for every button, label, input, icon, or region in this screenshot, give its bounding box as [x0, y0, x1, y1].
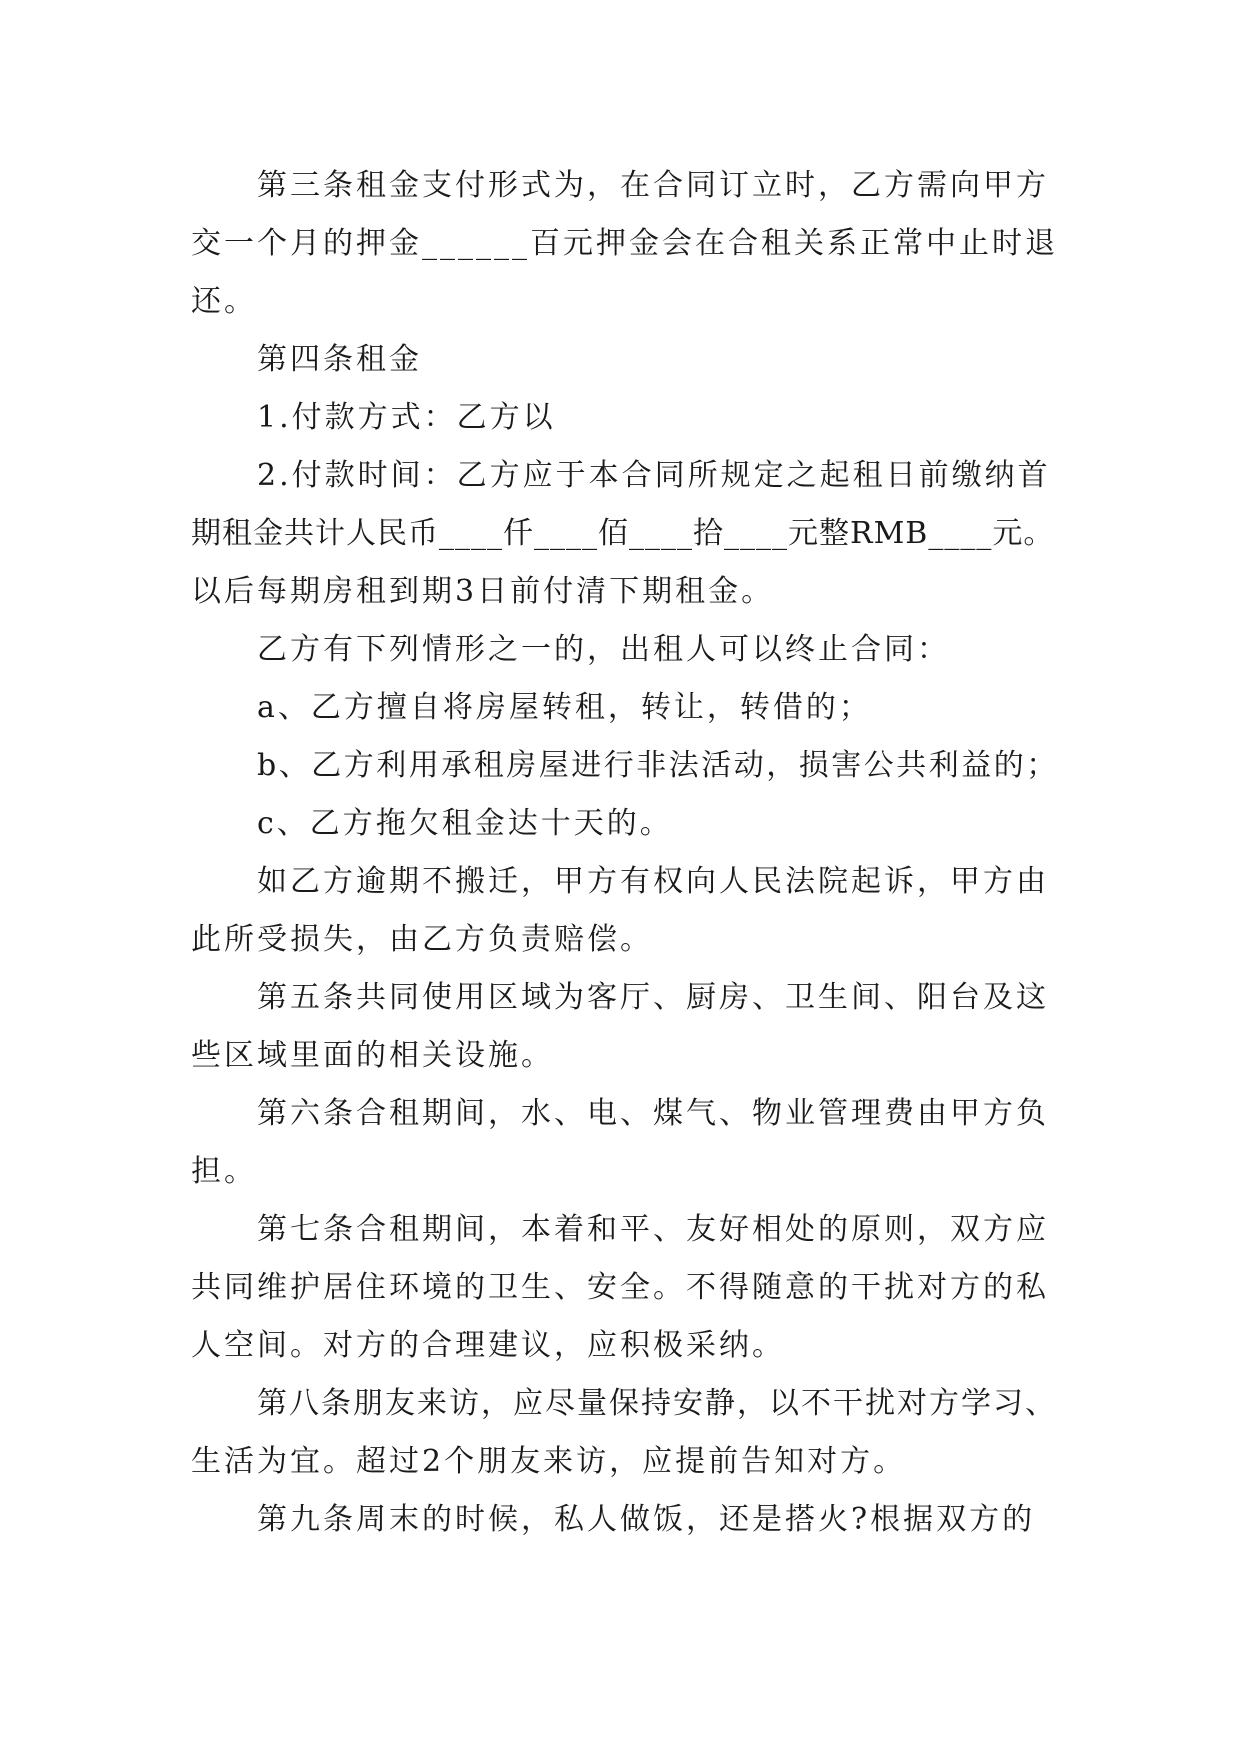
- text-line: a、乙方擅自将房屋转租，转让，转借的；: [257, 690, 872, 725]
- text-line: 共同维护居住环境的卫生、安全。不得随意的干扰对方的私: [191, 1270, 1049, 1305]
- text-line: 还。: [191, 284, 257, 319]
- text-line: 第八条朋友来访，应尽量保持安静，以不干扰对方学习、: [257, 1386, 1057, 1421]
- text-line: 1.付款方式：乙方以: [257, 400, 556, 435]
- text-line: 第三条租金支付形式为，在合同订立时，乙方需向甲方: [257, 168, 1049, 203]
- text-line: 些区域里面的相关设施。: [191, 1038, 554, 1073]
- text-line: 担。: [191, 1154, 257, 1189]
- text-line: 第七条合租期间，本着和平、友好相处的原则，双方应: [257, 1212, 1049, 1247]
- text-line: 2.付款时间：乙方应于本合同所规定之起租日前缴纳首: [257, 458, 1051, 493]
- text-line: 第五条共同使用区域为客厅、厨房、卫生间、阳台及这: [257, 980, 1049, 1015]
- text-line: 如乙方逾期不搬迁，甲方有权向人民法院起诉，甲方由: [257, 864, 1049, 899]
- text-line: 第四条租金: [257, 342, 422, 377]
- text-line: b、乙方利用承租房屋进行非法活动，损害公共利益的；: [257, 748, 1059, 783]
- text-line: 第六条合租期间，水、电、煤气、物业管理费由甲方负: [257, 1096, 1049, 1131]
- text-line: c、乙方拖欠租金达十天的。: [257, 806, 673, 841]
- text-line: 期租金共计人民币____仟____佰____拾____元整RMB____元。: [191, 516, 1055, 551]
- text-line: 交一个月的押金______百元押金会在合租关系正常中止时退: [191, 226, 1058, 261]
- text-line: 此所受损失，由乙方负责赔偿。: [191, 922, 653, 957]
- text-line: 第九条周末的时候，私人做饭，还是搭火?根据双方的: [257, 1502, 1036, 1537]
- text-line: 乙方有下列情形之一的，出租人可以终止合同：: [257, 632, 950, 667]
- text-line: 以后每期房租到期3日前付清下期租金。: [191, 574, 775, 609]
- text-line: 生活为宜。超过2个朋友来访，应提前告知对方。: [191, 1444, 907, 1479]
- text-line: 人空间。对方的合理建议，应积极采纳。: [191, 1328, 785, 1363]
